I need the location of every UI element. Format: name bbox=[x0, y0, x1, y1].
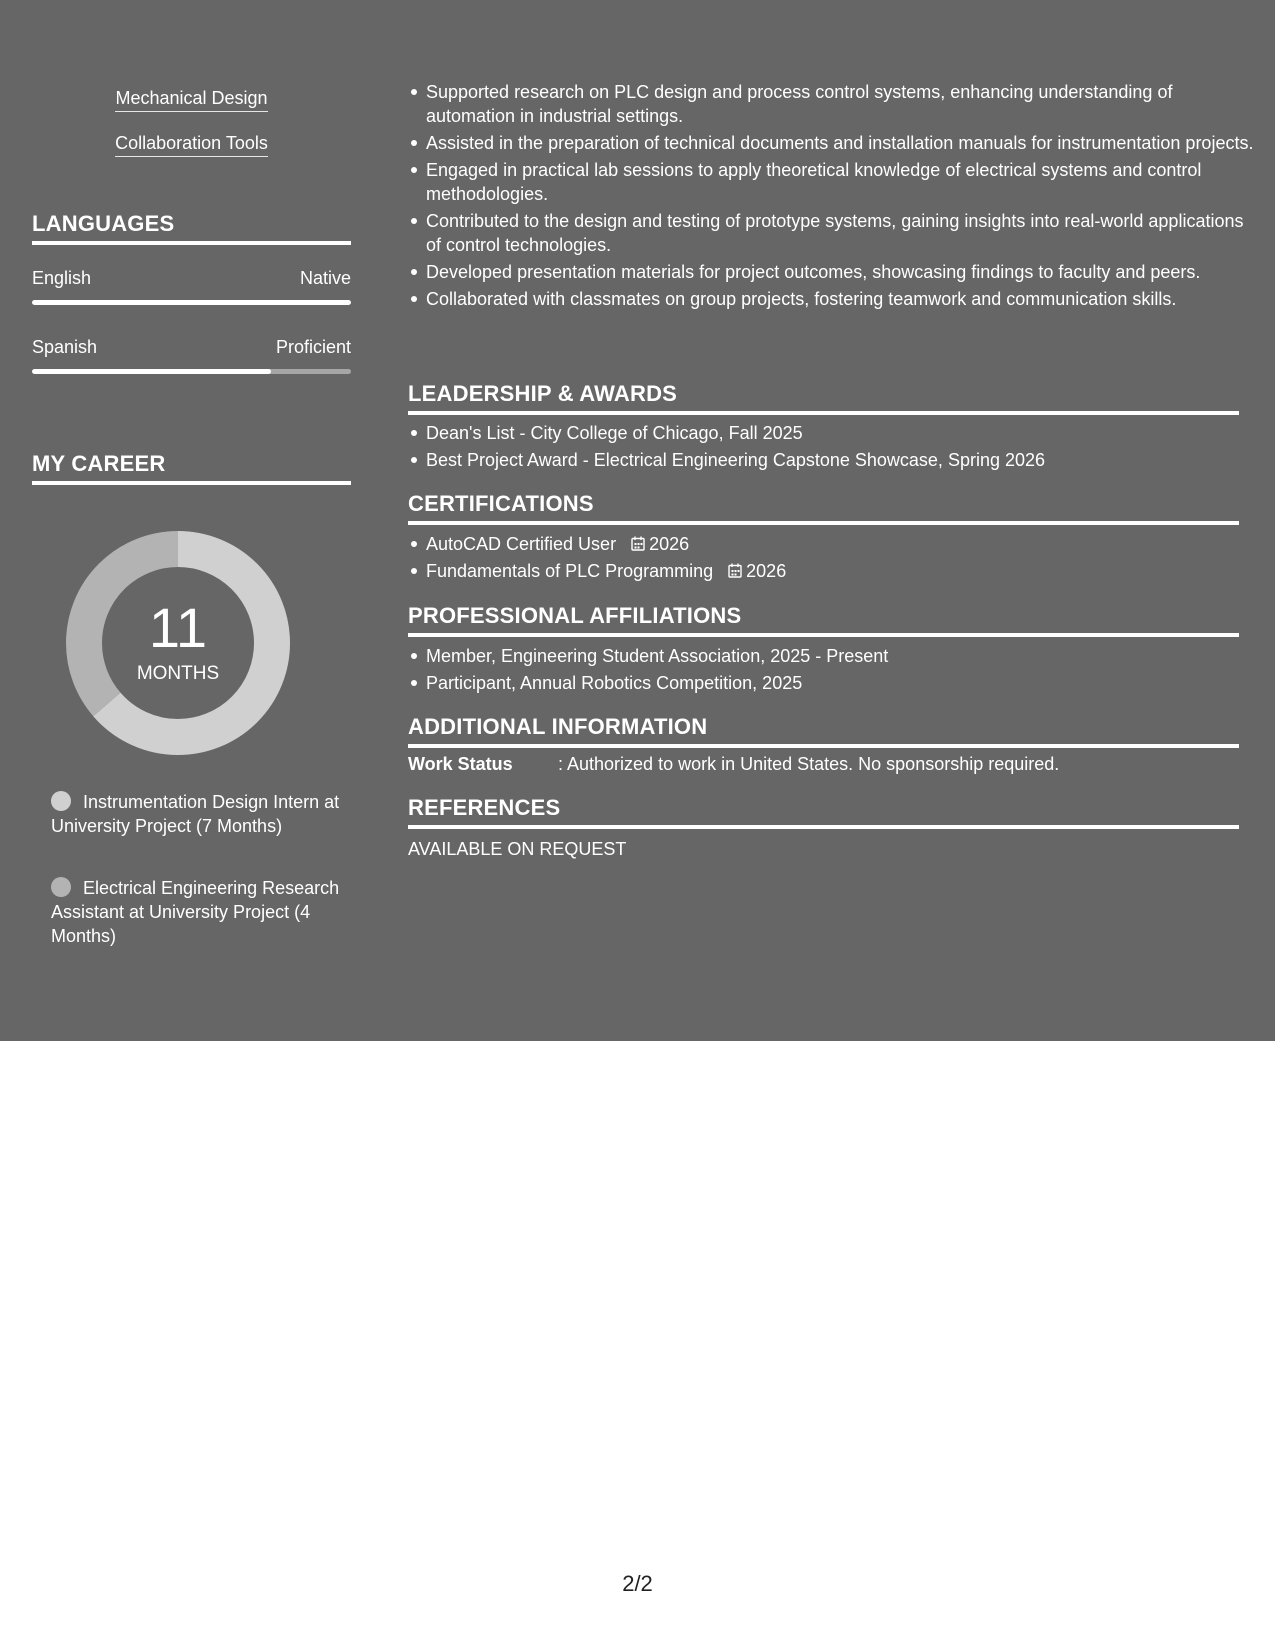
certification-year: 2026 bbox=[746, 561, 787, 581]
language-bar-fill bbox=[32, 300, 351, 305]
skill-link[interactable]: Collaboration Tools bbox=[32, 133, 351, 154]
career-total-months: 11 bbox=[148, 596, 208, 659]
list-item: Fundamentals of PLC Programming 2026 bbox=[426, 559, 1257, 583]
list-item: Collaborated with classmates on group projects, fostering teamwork and communication skills. bbox=[426, 287, 1257, 311]
career-legend-item: Instrumentation Design Intern at University Project (7 Months) bbox=[51, 792, 340, 836]
experience-bullets bbox=[408, 80, 1257, 314]
language-level: Native bbox=[299, 268, 351, 288]
references-heading: REFERENCES bbox=[408, 795, 1239, 829]
list-item: Participant, Annual Robotics Competition, 2025 bbox=[426, 671, 1257, 695]
legend-dot-icon bbox=[51, 791, 71, 811]
list-item: Supported research on PLC design and process control systems, enhancing understanding of automation in industrial settings. bbox=[426, 80, 1257, 128]
languages-heading: LANGUAGES bbox=[32, 211, 351, 245]
calendar-icon bbox=[631, 536, 645, 551]
leadership-list bbox=[408, 421, 1257, 475]
language-name: Spanish bbox=[32, 337, 98, 357]
calendar-icon bbox=[728, 563, 742, 578]
career-total-unit: MONTHS bbox=[136, 663, 220, 684]
certifications-heading: CERTIFICATIONS bbox=[408, 491, 1239, 525]
leadership-heading: LEADERSHIP & AWARDS bbox=[408, 381, 1239, 415]
list-item: Member, Engineering Student Association, 2025 - Present bbox=[426, 644, 1257, 668]
affiliations-list bbox=[408, 644, 1257, 698]
language-name: English bbox=[32, 268, 92, 288]
certification-year: 2026 bbox=[649, 534, 690, 554]
list-item: AutoCAD Certified User 2026 bbox=[426, 532, 1257, 556]
list-item: Dean's List - City College of Chicago, Fall 2025 bbox=[426, 421, 1257, 445]
certifications-list bbox=[408, 532, 1257, 586]
work-status-row bbox=[408, 754, 1239, 775]
affiliations-heading: PROFESSIONAL AFFILIATIONS bbox=[408, 603, 1239, 637]
list-item: Best Project Award - Electrical Engineering Capstone Showcase, Spring 2026 bbox=[426, 448, 1257, 472]
page-number: 2/2 bbox=[622, 1571, 653, 1596]
list-item: Engaged in practical lab sessions to apply theoretical knowledge of electrical systems and control methodologies. bbox=[426, 158, 1257, 206]
work-status-value: : Authorized to work in United States. No sponsorship required. bbox=[558, 754, 1060, 774]
language-level: Proficient bbox=[275, 337, 351, 357]
legend-dot-icon bbox=[51, 877, 71, 897]
list-item: Developed presentation materials for project outcomes, showcasing findings to faculty and peers. bbox=[426, 260, 1257, 284]
additional-info-heading: ADDITIONAL INFORMATION bbox=[408, 714, 1239, 748]
list-item: Contributed to the design and testing of prototype systems, gaining insights into real-world applications of control technologies. bbox=[426, 209, 1257, 257]
references-text: AVAILABLE ON REQUEST bbox=[408, 839, 627, 859]
work-status-label: Work Status bbox=[408, 754, 513, 774]
language-bar bbox=[32, 369, 351, 374]
career-legend-item: Electrical Engineering Research Assistant at University Project (4 Months) bbox=[51, 878, 340, 946]
career-heading: MY CAREER bbox=[32, 451, 351, 485]
skill-link[interactable]: Mechanical Design bbox=[32, 88, 351, 109]
language-bar bbox=[32, 300, 351, 305]
language-bar-fill bbox=[32, 369, 271, 374]
list-item: Assisted in the preparation of technical documents and installation manuals for instrumentation projects. bbox=[426, 131, 1257, 155]
